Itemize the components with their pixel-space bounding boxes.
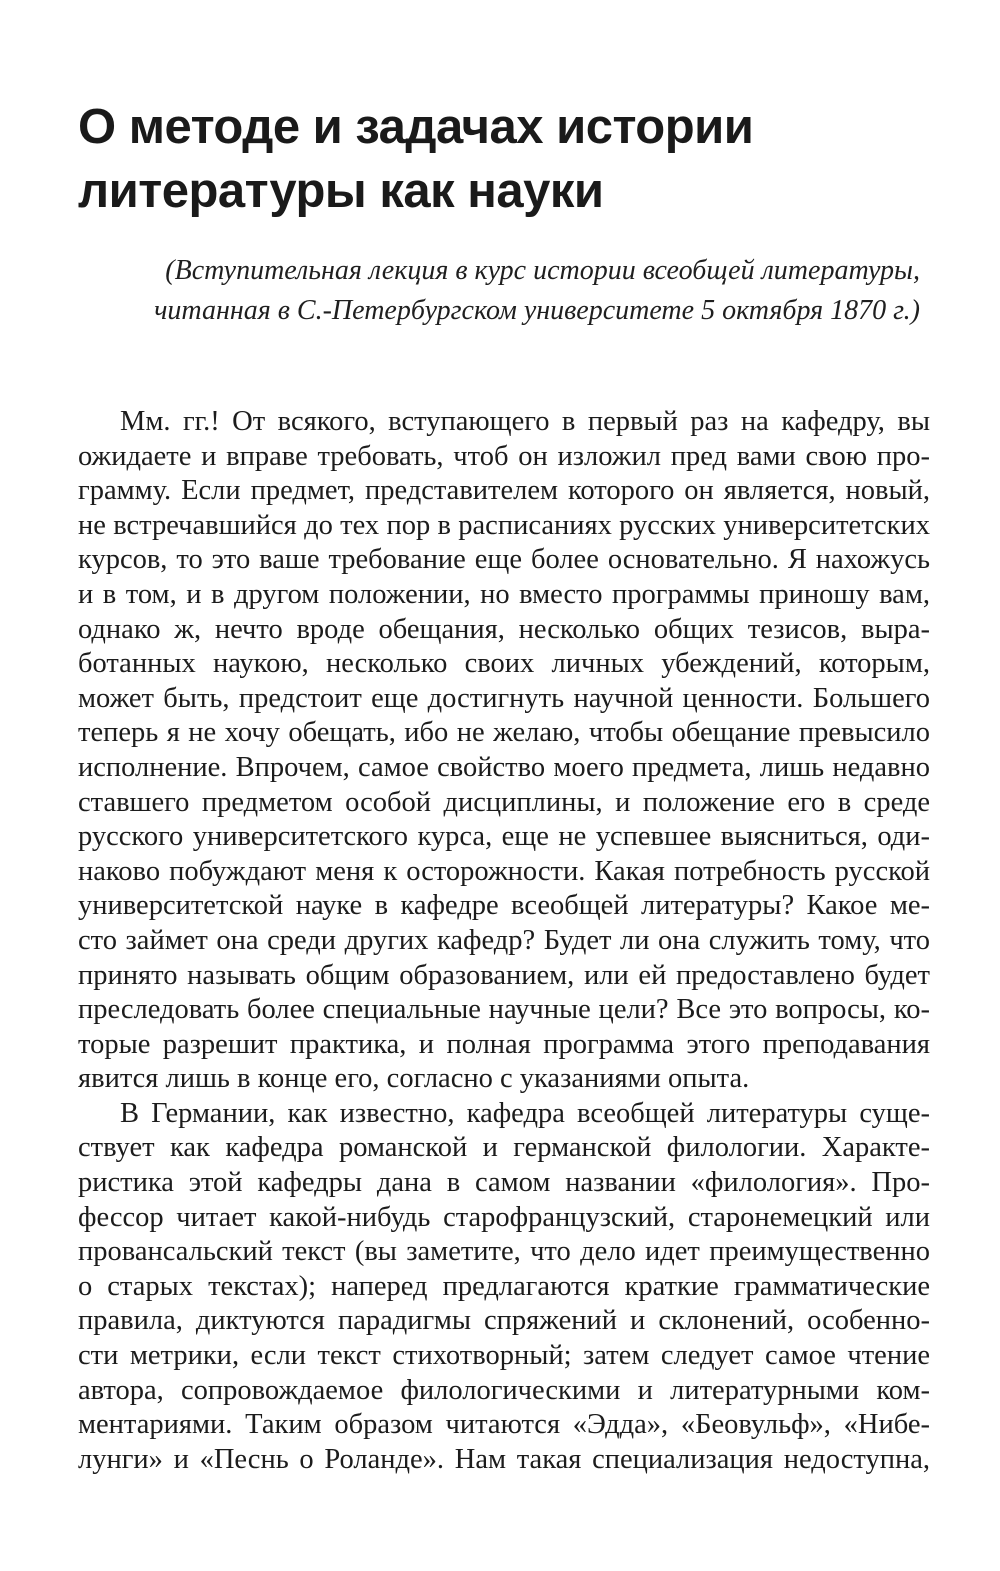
text-line: ментариями. Таким образом читаются «Эдда», «Беовульф», «Нибе- (78, 1409, 930, 1441)
text-line: не встречавшийся до тех пор в расписаниях русских университетских (78, 509, 930, 541)
text-line: теперь я не хочу обещать, ибо не желаю, чтобы обещание превысило (78, 717, 930, 749)
text-line: и в том, и в другом положении, но вместо программы приношу вам, (78, 578, 930, 610)
text-line: явится лишь в конце его, согласно с указаниями опыта. (78, 1063, 750, 1095)
text-line: курсов, то это ваше требование еще более основательно. Я нахожусь (78, 544, 930, 576)
body-text (78, 405, 930, 1477)
paragraph-1 (78, 405, 930, 1097)
text-line: сто займет она среди других кафедр? Будет ли она служить тому, что (78, 924, 930, 956)
subtitle-line: читанная в С.-Петербургском университете 5 октября 1870 г.) (154, 295, 920, 326)
paragraph-2 (78, 1097, 930, 1478)
text-line: провансальский текст (вы заметите, что дело идет преимущественно (78, 1236, 930, 1268)
text-line: преследовать более специальные научные цели? Все это вопросы, ко- (78, 994, 930, 1026)
text-line: ставшего предметом особой дисциплины, и положение его в среде (78, 786, 930, 818)
text-line: университетской науке в кафедре всеобщей литературы? Какое ме- (78, 890, 930, 922)
text-line: исполнение. Впрочем, самое свойство моего предмета, лишь недавно (78, 751, 930, 783)
text-line: русского университетского курса, еще не успевшее выясниться, оди- (78, 821, 930, 853)
title-line: литературы как науки (78, 164, 604, 218)
text-line: однако ж, нечто вроде обещания, несколько общих тезисов, выра- (78, 613, 930, 645)
text-line: торые разрешит практика, и полная программа этого преподавания (78, 1028, 930, 1060)
text-line: сти метрики, если текст стихотворный; затем следует самое чтение (78, 1340, 930, 1372)
text-line: принято называть общим образованием, или ей предоставлено будет (78, 959, 930, 991)
text-line: наково побуждают меня к осторожности. Какая потребность русской (78, 855, 930, 887)
text-line: ствует как кафедра романской и германской филологии. Характе- (78, 1132, 930, 1164)
text-line: ботанных наукою, несколько своих личных убеждений, которым, (78, 648, 930, 680)
text-line: фессор читает какой-нибудь старофранцузский, старонемецкий или (78, 1201, 930, 1233)
text-line: ристика этой кафедры дана в самом названии «филология». Про- (78, 1167, 930, 1199)
text-line: может быть, предстоит еще достигнуть научной ценности. Большего (78, 682, 930, 714)
text-line: автора, сопровождаемое филологическими и литературными ком- (78, 1374, 930, 1406)
text-line: правила, диктуются парадигмы спряжений и склонений, особенно- (78, 1305, 930, 1337)
text-line: о старых текстах); наперед предлагаются краткие грамматические (78, 1270, 930, 1302)
subtitle-line: (Вступительная лекция в курс истории всеобщей литературы, (165, 255, 920, 286)
title-line: О методе и задачах истории (78, 100, 754, 154)
page-title (78, 95, 930, 223)
text-line: В Германии, как известно, кафедра всеобщей литературы суще- (120, 1097, 930, 1129)
text-line: лунги» и «Песнь о Роланде». Нам такая специализация недоступна, (78, 1443, 930, 1475)
text-line: грамму. Если предмет, представителем которого он является, новый, (78, 475, 930, 507)
text-line: Мм. гг.! От всякого, вступающего в первый раз на кафедру, вы (120, 406, 930, 437)
subtitle (78, 251, 920, 331)
text-line: ожидаете и вправе требовать, чтоб он изложил пред вами свою про- (78, 440, 930, 472)
